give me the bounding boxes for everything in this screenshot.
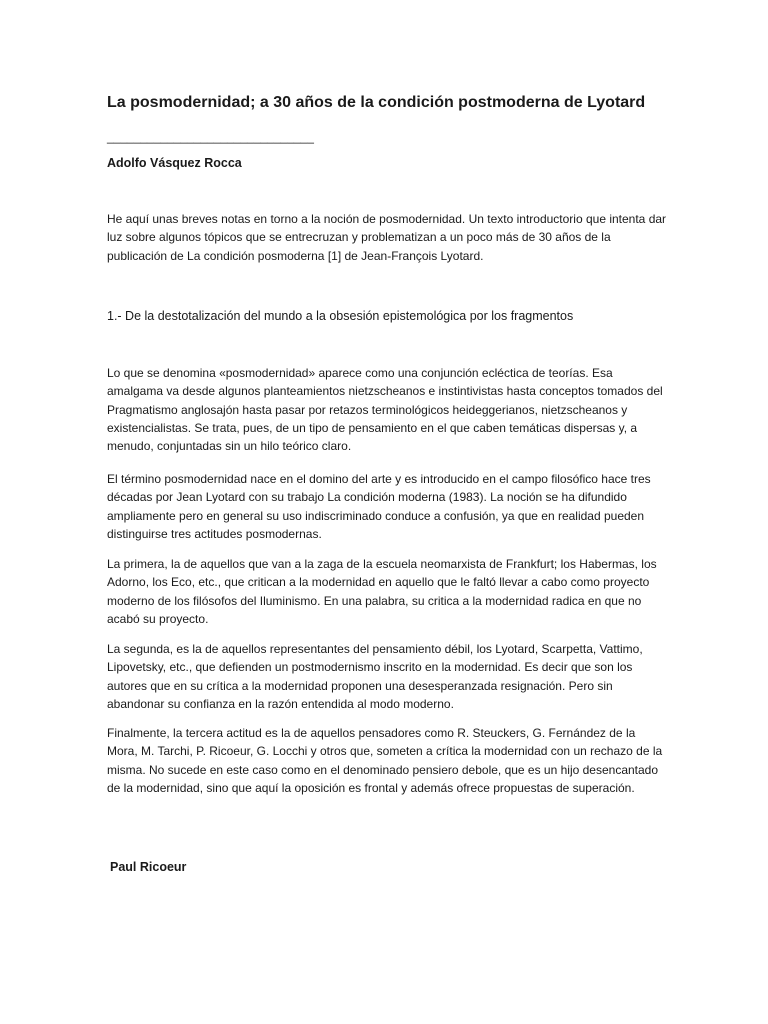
closing-name: Paul Ricoeur: [110, 860, 187, 874]
section-heading: 1.- De la destotalización del mundo a la obsesión epistemológica por los fragmentos: [107, 309, 574, 323]
body-paragraph: Finalmente, la tercera actitud es la de aquellos pensadores como R. Steuckers, G. Fernández de la Mora, M. Tarchi, P. Ricoeur, G. Locchi y otros que, someten a crítica la modernidad con un rechazo de la misma. No sucede en este caso como en el denominado pensiero debole, que es un hijo desencantado de la modernidad, sino que aquí la oposición es frontal y además ofrece propuestas de superación.: [107, 726, 663, 795]
author-name: Adolfo Vásquez Rocca: [107, 156, 242, 170]
body-paragraph: Lo que se denomina «posmodernidad» aparece como una conjunción ecléctica de teorías. Esa amalgama va desde algunos planteamientos nietzscheanos e instintivistas hasta conceptos tomados del Pragmatismo anglosajón hasta pasar por retazos terminológicos heideggerianos, nietzscheanos y existencialistas. Se trata, pues, de un tipo de pensamiento en el que caben temáticas dispersas y, a menudo, conjuntadas sin un hilo teórico claro.: [107, 366, 663, 454]
body-paragraph: El término posmodernidad nace en el domino del arte y es introducido en el campo filosófico hace tres décadas por Jean Lyotard con su trabajo La condición moderna (1983). La noción se ha difundido ampliamente pero en general su uso indiscriminado conduce a confusión, ya que en realidad pueden distinguirse tres actitudes posmodernas.: [107, 472, 651, 541]
document-title: La posmodernidad; a 30 años de la condición postmoderna de Lyotard: [107, 94, 646, 111]
body-paragraph: La segunda, es la de aquellos representantes del pensamiento débil, los Lyotard, Scarpetta, Vattimo, Lipovetsky, etc., que defienden un postmodernismo inscrito en la modernidad. Es decir que son los autores que en su crítica a la modernidad proponen una desesperanzada resignación. Pero sin abandonar su confianza en la razón entendida al modo moderno.: [107, 642, 643, 711]
intro-paragraph: He aquí unas breves notas en torno a la noción de posmodernidad. Un texto introductorio que intenta dar luz sobre algunos tópicos que se entrecruzan y problematizan a un poco más de 30 años de la publicación de La condición posmoderna [1] de Jean-François Lyotard.: [107, 212, 667, 263]
title-separator: _______________________________: [107, 130, 314, 144]
body-paragraph: La primera, la de aquellos que van a la zaga de la escuela neomarxista de Frankfurt; los Habermas, los Adorno, los Eco, etc., que critican a la modernidad en aquello que le faltó llevar a cabo como proyecto moderno de los filósofos del Iluminismo. En una palabra, su critica a la modernidad radica en que no acabó su proyecto.: [107, 557, 657, 626]
